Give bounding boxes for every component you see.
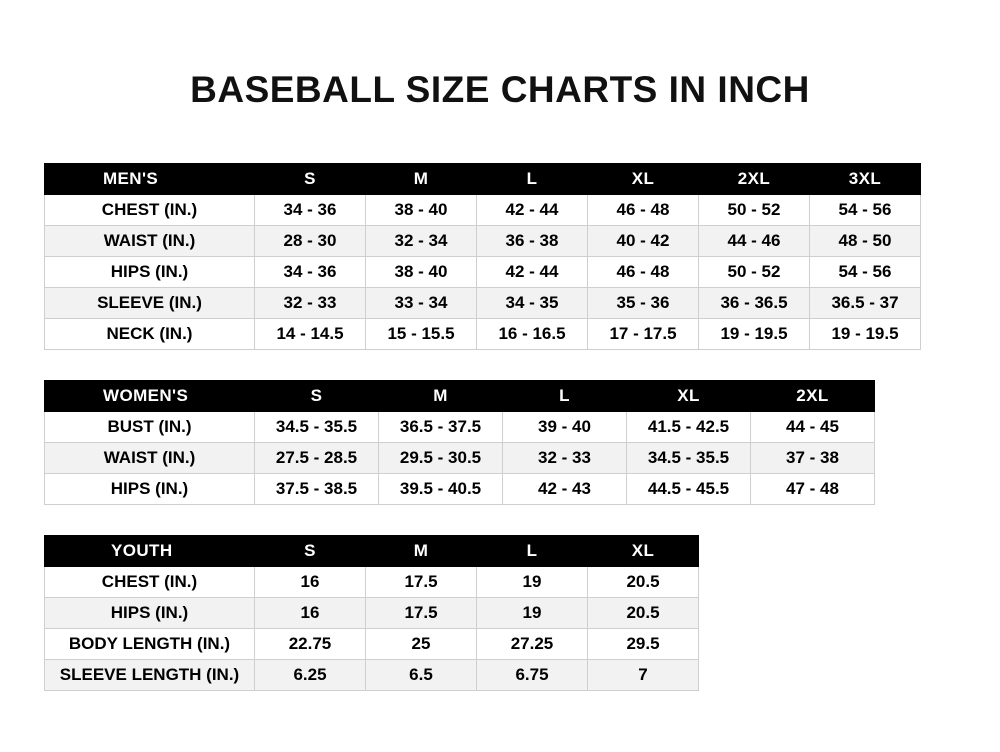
table-row: [45, 411, 875, 442]
table-header-cell: M: [366, 163, 477, 194]
table-cell: 54 - 56: [810, 256, 921, 287]
mens-size-table: [44, 163, 921, 350]
table-row: [45, 256, 921, 287]
table-header-cell: L: [503, 380, 627, 411]
table-cell: SLEEVE LENGTH (IN.): [45, 659, 255, 690]
table-cell: 19: [477, 597, 588, 628]
table-cell: 46 - 48: [588, 256, 699, 287]
table-cell: 16 - 16.5: [477, 318, 588, 349]
table-cell: 48 - 50: [810, 225, 921, 256]
table-cell: WAIST (IN.): [45, 442, 255, 473]
table-cell: 15 - 15.5: [366, 318, 477, 349]
table-cell: 36 - 38: [477, 225, 588, 256]
table-cell: 17.5: [366, 566, 477, 597]
table-cell: 33 - 34: [366, 287, 477, 318]
table-cell: SLEEVE (IN.): [45, 287, 255, 318]
table-cell: 37.5 - 38.5: [255, 473, 379, 504]
table-header-cell: 3XL: [810, 163, 921, 194]
table-row: [45, 597, 699, 628]
table-cell: 25: [366, 628, 477, 659]
table-row: [45, 318, 921, 349]
table-cell: 40 - 42: [588, 225, 699, 256]
table-cell: 28 - 30: [255, 225, 366, 256]
table-cell: 6.75: [477, 659, 588, 690]
table-cell: 41.5 - 42.5: [627, 411, 751, 442]
table-header-cell: XL: [627, 380, 751, 411]
table-cell: 47 - 48: [751, 473, 875, 504]
table-cell: BODY LENGTH (IN.): [45, 628, 255, 659]
table-cell: 27.25: [477, 628, 588, 659]
table-header-row: [45, 535, 699, 566]
table-cell: 29.5: [588, 628, 699, 659]
table-cell: 35 - 36: [588, 287, 699, 318]
table-cell: 20.5: [588, 566, 699, 597]
table-cell: 32 - 34: [366, 225, 477, 256]
tables-container: [0, 163, 1000, 691]
table-cell: 42 - 44: [477, 256, 588, 287]
table-header-cell: XL: [588, 535, 699, 566]
table-cell: 32 - 33: [255, 287, 366, 318]
table-cell: 37 - 38: [751, 442, 875, 473]
table-cell: 34 - 36: [255, 194, 366, 225]
table-cell: 42 - 43: [503, 473, 627, 504]
table-cell: 19 - 19.5: [810, 318, 921, 349]
table-header-cell: L: [477, 535, 588, 566]
table-header-row: [45, 380, 875, 411]
table-cell: 19: [477, 566, 588, 597]
table-cell: 44 - 45: [751, 411, 875, 442]
table-cell: 39.5 - 40.5: [379, 473, 503, 504]
table-header-cell: L: [477, 163, 588, 194]
table-header-cell: S: [255, 380, 379, 411]
table-row: [45, 225, 921, 256]
table-cell: 16: [255, 597, 366, 628]
table-header-cell: MEN'S: [45, 163, 255, 194]
womens-size-table: [44, 380, 875, 505]
table-cell: 50 - 52: [699, 194, 810, 225]
table-cell: HIPS (IN.): [45, 473, 255, 504]
table-cell: 34.5 - 35.5: [627, 442, 751, 473]
table-cell: 7: [588, 659, 699, 690]
table-header-cell: 2XL: [699, 163, 810, 194]
table-cell: 17.5: [366, 597, 477, 628]
table-header-cell: M: [366, 535, 477, 566]
table-row: [45, 659, 699, 690]
table-row: [45, 442, 875, 473]
table-cell: 34 - 36: [255, 256, 366, 287]
table-cell: 19 - 19.5: [699, 318, 810, 349]
table-header-cell: S: [255, 535, 366, 566]
table-row: [45, 628, 699, 659]
table-cell: 6.25: [255, 659, 366, 690]
table-header-cell: XL: [588, 163, 699, 194]
table-cell: 44 - 46: [699, 225, 810, 256]
table-cell: 54 - 56: [810, 194, 921, 225]
table-cell: WAIST (IN.): [45, 225, 255, 256]
table-row: [45, 194, 921, 225]
table-cell: 46 - 48: [588, 194, 699, 225]
table-cell: 16: [255, 566, 366, 597]
table-cell: 14 - 14.5: [255, 318, 366, 349]
table-header-cell: M: [379, 380, 503, 411]
table-header-cell: 2XL: [751, 380, 875, 411]
table-cell: 36.5 - 37.5: [379, 411, 503, 442]
table-cell: 44.5 - 45.5: [627, 473, 751, 504]
youth-size-table: [44, 535, 699, 691]
table-cell: 36.5 - 37: [810, 287, 921, 318]
table-cell: 34 - 35: [477, 287, 588, 318]
table-header-cell: YOUTH: [45, 535, 255, 566]
table-row: [45, 566, 699, 597]
table-cell: 32 - 33: [503, 442, 627, 473]
table-cell: 6.5: [366, 659, 477, 690]
table-cell: 38 - 40: [366, 194, 477, 225]
table-cell: 27.5 - 28.5: [255, 442, 379, 473]
table-cell: CHEST (IN.): [45, 566, 255, 597]
table-header-cell: WOMEN'S: [45, 380, 255, 411]
table-row: [45, 287, 921, 318]
page-title: BASEBALL SIZE CHARTS IN INCH: [190, 69, 810, 110]
table-cell: 17 - 17.5: [588, 318, 699, 349]
table-cell: 38 - 40: [366, 256, 477, 287]
table-cell: 34.5 - 35.5: [255, 411, 379, 442]
table-cell: NECK (IN.): [45, 318, 255, 349]
table-cell: 22.75: [255, 628, 366, 659]
table-cell: HIPS (IN.): [45, 256, 255, 287]
table-row: [45, 473, 875, 504]
table-header-cell: S: [255, 163, 366, 194]
table-cell: 39 - 40: [503, 411, 627, 442]
table-header-row: [45, 163, 921, 194]
table-cell: 50 - 52: [699, 256, 810, 287]
table-cell: HIPS (IN.): [45, 597, 255, 628]
table-cell: 42 - 44: [477, 194, 588, 225]
table-cell: 20.5: [588, 597, 699, 628]
table-cell: 36 - 36.5: [699, 287, 810, 318]
table-cell: BUST (IN.): [45, 411, 255, 442]
table-cell: CHEST (IN.): [45, 194, 255, 225]
table-cell: 29.5 - 30.5: [379, 442, 503, 473]
